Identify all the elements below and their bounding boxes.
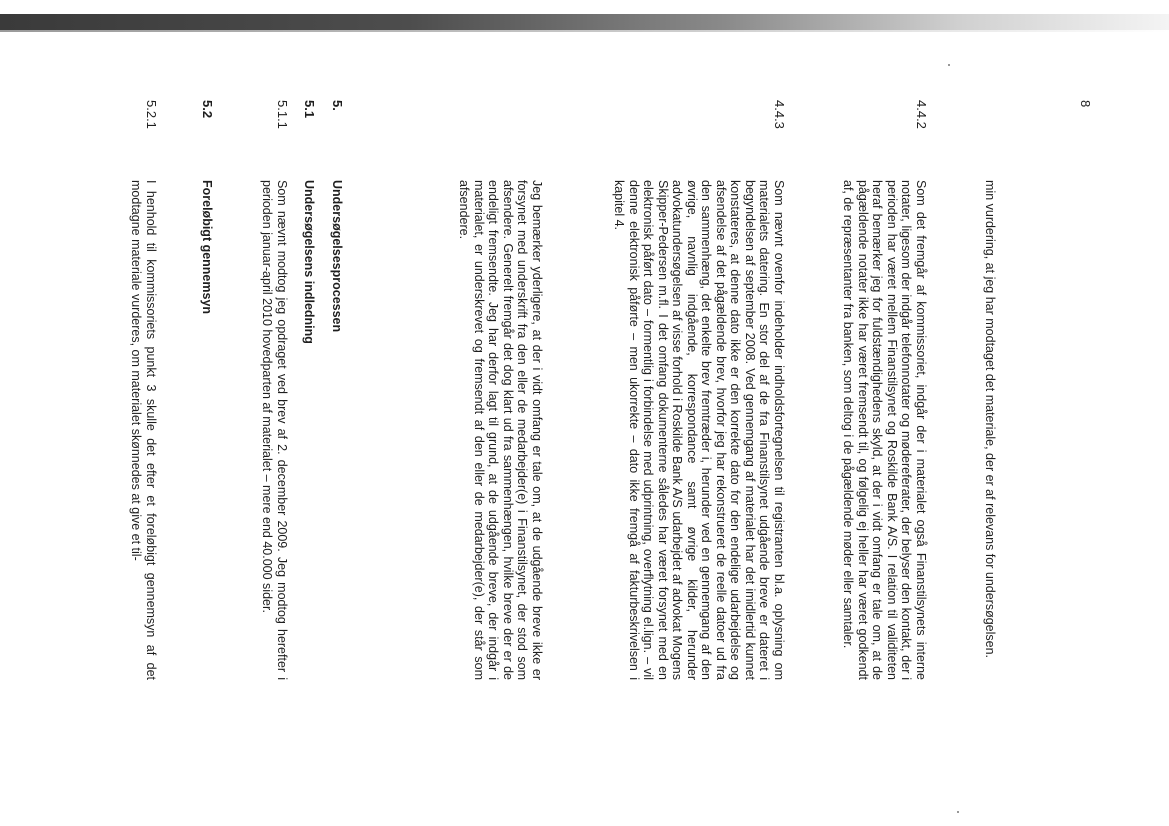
page-number: 8 <box>1078 100 1093 108</box>
section-number-4-4-3: 4.4.3 <box>772 100 787 129</box>
section-number-5-2-1: 5.2.1 <box>144 100 159 129</box>
section-number-5-1-1: 5.1.1 <box>275 100 290 129</box>
section-5-1-heading: Undersøgelsens indledning <box>302 180 316 344</box>
section-5-heading: Undersøgelsesprocessen <box>330 180 344 333</box>
section-number-5-2: 5.2 <box>200 100 215 119</box>
section-number-5: 5. <box>330 100 345 111</box>
section-4-4-3-paragraph-2: Jeg bemærker yderligere, at der i vidt omfang er tale om, at de udgående breve ikke er forsynet med underskrift fra den eller de medarbejder(e) i Finanstilsynet, der stod som afsendere. Generelt fremgår det dog klart ud fra sammenhængen, hvilke breve der er de endeligt fremsendte. Jeg har derfor lagt til grund, at de udgående breve, der indgår i materialet, er underskrevet og fremsendt af den eller de medarbejder(e), der står som afsendere. <box>457 180 544 680</box>
section-5-2-1-text: I henhold til kommissoriets punkt 3 skulle det efter et foreløbigt gennemsyn af det modtagne materiale vurderes, om materialet skønnedes at give et til- <box>129 180 158 680</box>
section-4-4-3-paragraph-1: Som nævnt ovenfor indeholder indholdsfortegnelsen til registranten bl.a. oplysning om materialets datering. En stor del af de fra Finanstilsynet udgående breve er dateret i begyndelsen af september 2008. Ved gennemgang af materialet har det imidlertid kunnet konstateres, at denne dato ikke er den korrekte dato for den endelige udarbejdelse og afsendelse af det pågældende brev, hvorfor jeg har rekonstrueret de reelle datoer ud fra den sammenhæng, det enkelte brev fremtræder i, herunder ved en gennemgang af den øvrige, navnlig indgående, korrespondance samt øvrige kilder, herunder advokatundersøgelsen af visse forhold i Roskilde Bank A/S udarbejdet af advokat Mogens Skipper-Pedersen m.fl. I det omfang dokumenterne således har været forsynet med en elektronisk påført dato – formentlig i forbindelse med udprintning, overflytning el.lign. – vil denne elektronisk påførte – men ukorrekte – dato ikke fremgå af fakturbeskrivelsen i kapitel 4. <box>612 180 786 680</box>
intro-paragraph: min vurdering, at jeg har modtaget det materiale, der er af relevans for undersøgelsen. <box>983 180 997 659</box>
section-number-4-4-2: 4.4.2 <box>914 100 929 129</box>
section-5-1-1-text: Som nævnt modtog jeg opdraget ved brev af 2. december 2009. Jeg modtog herefter i perioden januar-april 2010 hovedparten af materialet – mere end 40.000 sider. <box>260 180 289 680</box>
section-4-4-2-text: Som det fremgår af kommissoriet, indgår der i materialet også Finanstilsynets interne notater, ligesom der indgår telefonnotater og mødereferater, der belyser den kontakt, der i perioden har været mellem Finanstilsynet og Roskilde Bank A/S. I relation til validiteten heraf bemærker jeg for fuldstændighedens skyld, at der i vidt omfang er tale om, at de pågældende notater ikke har været fremsendt til, og følgelig ej heller har været godkendt af, de repræsentanter fra banken, som deltog i de pågældende møder eller samtaler. <box>841 180 928 680</box>
section-number-5-1: 5.1 <box>302 100 317 119</box>
section-5-2-heading: Foreløbigt gennemsyn <box>200 180 214 315</box>
